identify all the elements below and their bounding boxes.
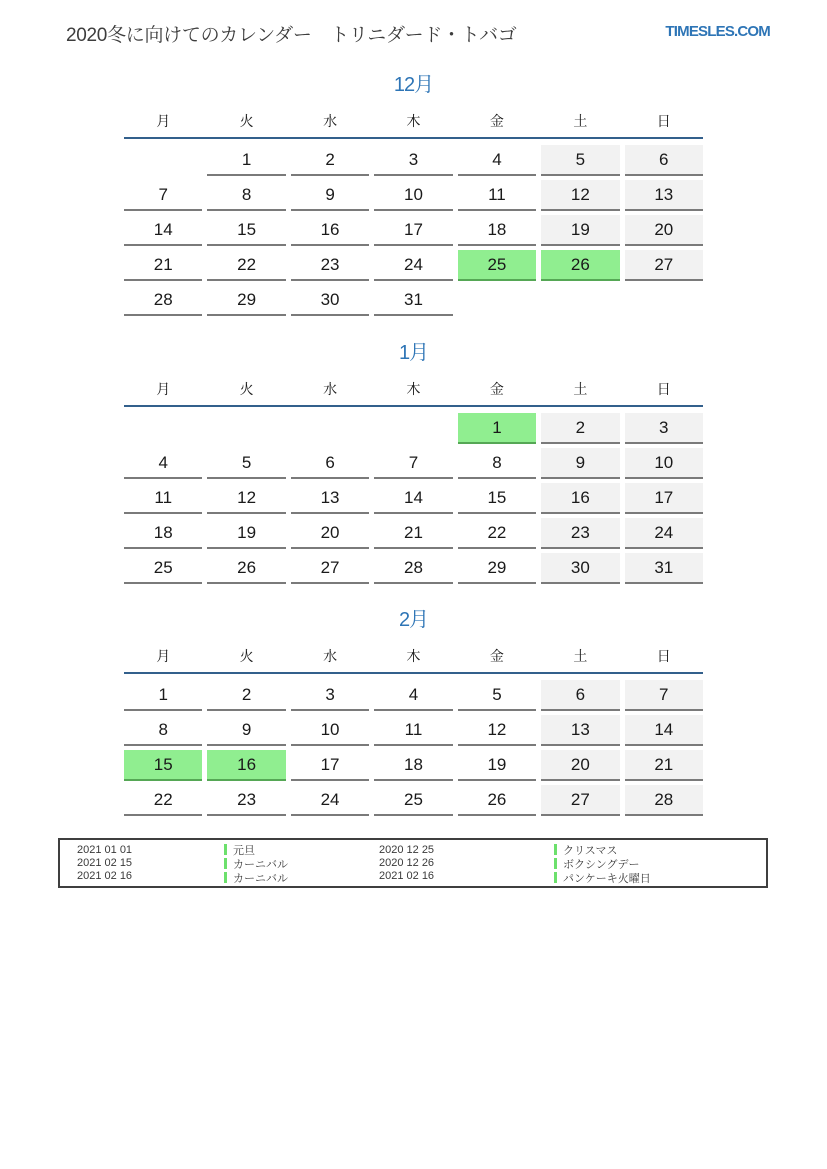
day-cell-2月-15: 15 <box>124 750 202 781</box>
legend-date: 2021 01 01 <box>77 844 133 856</box>
day-grid <box>124 145 703 316</box>
day-cell-12月-15: 15 <box>207 215 285 246</box>
day-cell-12月-28: 28 <box>124 285 202 316</box>
day-cell-12月-8: 8 <box>207 180 285 211</box>
weekday-header-row <box>124 112 703 139</box>
weekday-label: 月 <box>156 381 171 397</box>
day-cell-12月-18: 18 <box>458 215 536 246</box>
month-title: 2月 <box>398 609 429 631</box>
day-cell-12月-22: 22 <box>207 250 285 281</box>
holiday-legend-box <box>58 838 768 888</box>
day-cell-1月-4: 4 <box>124 448 202 479</box>
day-cell-1月-30: 30 <box>541 553 619 584</box>
day-cell-2月-26: 26 <box>458 785 536 816</box>
day-grid <box>124 680 703 816</box>
weekday-label: 月 <box>156 113 171 129</box>
day-cell-12月-17: 17 <box>374 215 452 246</box>
day-cell-2月-9: 9 <box>207 715 285 746</box>
legend-date-column-1 <box>77 844 224 886</box>
day-cell-1月-16: 16 <box>541 483 619 514</box>
day-cell-12月-9: 9 <box>291 180 369 211</box>
day-cell-12月-24: 24 <box>374 250 452 281</box>
legend-holiday-name: パンケーキ火曜日 <box>554 872 766 886</box>
day-cell-2月-18: 18 <box>374 750 452 781</box>
weekday-label: 水 <box>323 113 338 129</box>
day-cell-2月-19: 19 <box>458 750 536 781</box>
day-cell-1月-22: 22 <box>458 518 536 549</box>
day-cell-2月-22: 22 <box>124 785 202 816</box>
weekday-label: 水 <box>323 648 338 664</box>
holiday-marker-icon <box>554 858 557 869</box>
day-cell-2月-12: 12 <box>458 715 536 746</box>
day-cell-2月-25: 25 <box>374 785 452 816</box>
day-cell-12月-6: 6 <box>625 145 703 176</box>
month-title: 1月 <box>398 342 429 364</box>
legend-name-column-2 <box>554 844 766 886</box>
day-cell-1月-6: 6 <box>291 448 369 479</box>
day-cell-12月-30: 30 <box>291 285 369 316</box>
weekday-label: 金 <box>489 113 504 129</box>
day-cell-1月-20: 20 <box>291 518 369 549</box>
day-cell-1月-7: 7 <box>374 448 452 479</box>
day-cell-12月-25: 25 <box>458 250 536 281</box>
legend-holiday-name: クリスマス <box>554 844 766 858</box>
day-cell-1月-27: 27 <box>291 553 369 584</box>
weekday-label: 木 <box>406 648 421 664</box>
weekday-header-row <box>124 647 703 674</box>
day-cell-empty <box>458 285 536 314</box>
legend-date: 2021 02 15 <box>77 857 133 869</box>
legend-date: 2021 02 16 <box>77 870 133 882</box>
weekday-label: 火 <box>239 648 254 664</box>
day-cell-2月-10: 10 <box>291 715 369 746</box>
day-cell-empty <box>207 413 285 442</box>
day-grid <box>124 413 703 584</box>
weekday-label: 土 <box>573 648 588 664</box>
day-cell-1月-15: 15 <box>458 483 536 514</box>
day-cell-12月-26: 26 <box>541 250 619 281</box>
day-cell-empty <box>124 413 202 442</box>
legend-holiday-name: 元旦 <box>224 844 379 858</box>
holiday-marker-icon <box>554 872 557 883</box>
holiday-marker-icon <box>224 844 227 855</box>
legend-holiday-name: ボクシングデー <box>554 858 766 872</box>
day-cell-2月-5: 5 <box>458 680 536 711</box>
day-cell-1月-28: 28 <box>374 553 452 584</box>
day-cell-1月-5: 5 <box>207 448 285 479</box>
day-cell-2月-27: 27 <box>541 785 619 816</box>
day-cell-1月-21: 21 <box>374 518 452 549</box>
legend-date: 2020 12 26 <box>379 857 435 869</box>
site-logo-link[interactable]: TIMESLES.COM <box>665 23 770 40</box>
day-cell-2月-6: 6 <box>541 680 619 711</box>
calendar-month-2 <box>124 340 703 584</box>
day-cell-2月-17: 17 <box>291 750 369 781</box>
calendar-month-3 <box>124 607 703 816</box>
legend-date: 2020 12 25 <box>379 844 435 856</box>
day-cell-1月-10: 10 <box>625 448 703 479</box>
day-cell-12月-10: 10 <box>374 180 452 211</box>
day-cell-12月-4: 4 <box>458 145 536 176</box>
day-cell-empty <box>374 413 452 442</box>
day-cell-2月-11: 11 <box>374 715 452 746</box>
day-cell-2月-28: 28 <box>625 785 703 816</box>
weekday-label: 火 <box>239 381 254 397</box>
day-cell-12月-1: 1 <box>207 145 285 176</box>
day-cell-2月-23: 23 <box>207 785 285 816</box>
day-cell-2月-14: 14 <box>625 715 703 746</box>
day-cell-1月-11: 11 <box>124 483 202 514</box>
day-cell-2月-7: 7 <box>625 680 703 711</box>
day-cell-1月-2: 2 <box>541 413 619 444</box>
weekday-header-row <box>124 380 703 407</box>
day-cell-2月-2: 2 <box>207 680 285 711</box>
weekday-label: 木 <box>406 113 421 129</box>
day-cell-1月-13: 13 <box>291 483 369 514</box>
day-cell-2月-16: 16 <box>207 750 285 781</box>
day-cell-12月-21: 21 <box>124 250 202 281</box>
day-cell-1月-26: 26 <box>207 553 285 584</box>
day-cell-12月-19: 19 <box>541 215 619 246</box>
day-cell-12月-27: 27 <box>625 250 703 281</box>
day-cell-1月-3: 3 <box>625 413 703 444</box>
legend-date-column-2 <box>379 844 554 886</box>
day-cell-2月-4: 4 <box>374 680 452 711</box>
day-cell-12月-23: 23 <box>291 250 369 281</box>
day-cell-empty <box>124 145 202 174</box>
weekday-label: 日 <box>656 113 671 129</box>
day-cell-12月-7: 7 <box>124 180 202 211</box>
holiday-marker-icon <box>224 858 227 869</box>
weekday-label: 金 <box>489 648 504 664</box>
weekday-label: 水 <box>323 381 338 397</box>
weekday-label: 金 <box>489 381 504 397</box>
holiday-marker-icon <box>224 872 227 883</box>
day-cell-1月-23: 23 <box>541 518 619 549</box>
day-cell-1月-8: 8 <box>458 448 536 479</box>
day-cell-1月-17: 17 <box>625 483 703 514</box>
day-cell-1月-9: 9 <box>541 448 619 479</box>
weekday-label: 木 <box>406 381 421 397</box>
day-cell-12月-11: 11 <box>458 180 536 211</box>
day-cell-12月-20: 20 <box>625 215 703 246</box>
month-title: 12月 <box>393 74 434 96</box>
day-cell-empty <box>541 285 619 314</box>
day-cell-12月-5: 5 <box>541 145 619 176</box>
page-title: 2020冬に向けてのカレンダー トリニダード・トバゴ <box>66 25 517 46</box>
day-cell-12月-13: 13 <box>625 180 703 211</box>
holiday-marker-icon <box>554 844 557 855</box>
day-cell-2月-20: 20 <box>541 750 619 781</box>
day-cell-1月-29: 29 <box>458 553 536 584</box>
day-cell-12月-2: 2 <box>291 145 369 176</box>
day-cell-12月-29: 29 <box>207 285 285 316</box>
weekday-label: 日 <box>656 381 671 397</box>
day-cell-2月-3: 3 <box>291 680 369 711</box>
day-cell-12月-14: 14 <box>124 215 202 246</box>
day-cell-1月-12: 12 <box>207 483 285 514</box>
legend-holiday-name: カーニバル <box>224 858 379 872</box>
day-cell-1月-24: 24 <box>625 518 703 549</box>
day-cell-12月-16: 16 <box>291 215 369 246</box>
day-cell-1月-19: 19 <box>207 518 285 549</box>
legend-date: 2021 02 16 <box>379 870 435 882</box>
day-cell-12月-12: 12 <box>541 180 619 211</box>
day-cell-2月-24: 24 <box>291 785 369 816</box>
day-cell-1月-18: 18 <box>124 518 202 549</box>
day-cell-2月-8: 8 <box>124 715 202 746</box>
day-cell-12月-31: 31 <box>374 285 452 316</box>
day-cell-empty <box>625 285 703 314</box>
day-cell-empty <box>291 413 369 442</box>
weekday-label: 日 <box>656 648 671 664</box>
day-cell-1月-25: 25 <box>124 553 202 584</box>
day-cell-12月-3: 3 <box>374 145 452 176</box>
weekday-label: 月 <box>156 648 171 664</box>
weekday-label: 土 <box>573 381 588 397</box>
day-cell-1月-14: 14 <box>374 483 452 514</box>
day-cell-1月-1: 1 <box>458 413 536 444</box>
day-cell-2月-1: 1 <box>124 680 202 711</box>
legend-name-column-1 <box>224 844 379 886</box>
calendar-month-1 <box>124 72 703 316</box>
day-cell-2月-21: 21 <box>625 750 703 781</box>
day-cell-2月-13: 13 <box>541 715 619 746</box>
weekday-label: 土 <box>573 113 588 129</box>
day-cell-1月-31: 31 <box>625 553 703 584</box>
weekday-label: 火 <box>239 113 254 129</box>
legend-holiday-name: カーニバル <box>224 872 379 886</box>
